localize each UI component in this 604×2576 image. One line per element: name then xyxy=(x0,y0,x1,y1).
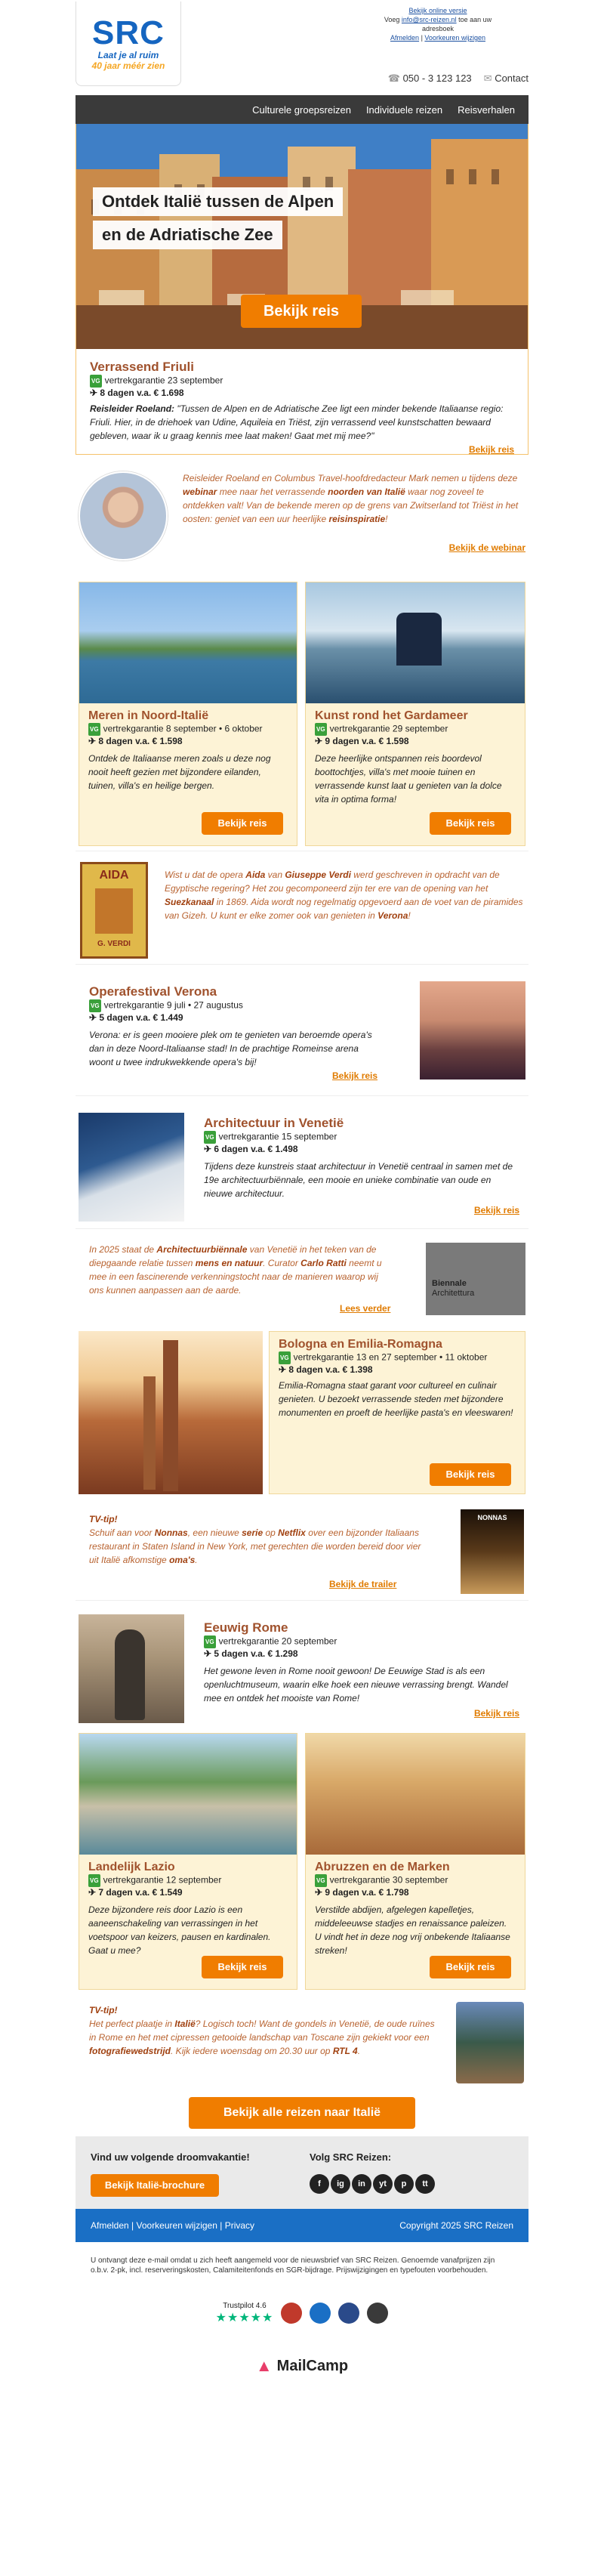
bologna-bekijk-reis-button[interactable]: Bekijk reis xyxy=(430,1463,511,1486)
verona-arena-image[interactable] xyxy=(420,981,525,1080)
unsubscribe-link[interactable]: Afmelden xyxy=(390,34,420,42)
vertrekgarantie-badge: VG xyxy=(90,375,102,388)
add-text-post: toe aan uw adresboek xyxy=(421,16,492,32)
bologna-towers-image[interactable] xyxy=(79,1331,263,1494)
footer-privacy[interactable]: Privacy xyxy=(224,2220,255,2231)
pinterest-icon[interactable]: p xyxy=(394,2174,414,2194)
meren-text: Ontdek de Italiaanse meren zoals u deze nog nooit heeft gezien met bijzondere eilanden, tuinen, villa's en heilige bergen. xyxy=(88,753,271,791)
venetie-title[interactable]: Architectuur in Venetië xyxy=(204,1116,344,1130)
italie-tv-image[interactable] xyxy=(456,2002,524,2083)
rome-title[interactable]: Eeuwig Rome xyxy=(204,1620,288,1635)
biennale-section xyxy=(76,1228,528,1322)
mailcamp-icon: ▲ xyxy=(255,2356,273,2375)
rome-text: Het gewone leven in Rome nooit gewoon! De Eeuwige Stad is als een openluchtmuseum, waarin elke hoek een nieuwe verrassing brengt. Wandel mee en ontdek het mooiste van Rome! xyxy=(204,1666,508,1703)
bologna-card: Bologna en Emilia-Romagna VG vertrekgarantie 13 en 27 september • 11 oktober ✈ 8 dagen v.a. € 1.398 Emilia-Romagna staat garant voor cultureel en culinair genieten. U bezoekt verrassende steden met bijzondere monumenten en proeft de heerlijke pasta's en vleeswaren! Bekijk reis xyxy=(269,1331,525,1494)
star-icon: ★★★★★ xyxy=(215,2311,274,2324)
trustpilot-badge[interactable]: Trustpilot 4.6 ★★★★★ xyxy=(215,2301,274,2324)
bologna-section xyxy=(76,1322,528,1499)
biennale-lees-verder-link[interactable]: Lees verder xyxy=(340,1303,391,1314)
aida-text: Wist u dat de opera Aida van Giuseppe Verdi werd geschreven in opdracht van de Egyptische regering? Het zou gecomponeerd zijn ter ere van de opening van het Suezkanaal in 1869. Aida wordt nog regelmatig opgevoerd aan de voet van de piramides van Gizeh. U kunt er elke zomer ook van genieten in Verona! xyxy=(165,869,523,921)
contact-link[interactable] xyxy=(484,73,528,85)
keurmerk-badge-icon xyxy=(367,2303,388,2324)
lazio-bekijk-reis-button[interactable]: Bekijk reis xyxy=(202,1956,283,1978)
abruzzen-price: 9 dagen v.a. € 1.798 xyxy=(325,1887,409,1898)
chat-icon: ✉ xyxy=(483,73,492,84)
abruzzen-title[interactable]: Abruzzen en de Marken xyxy=(315,1861,450,1873)
meren-price: 8 dagen v.a. € 1.598 xyxy=(98,736,183,746)
venetie-section: Architectuur in Venetië VG vertrekgarantie 15 september ✈ 6 dagen v.a. € 1.498 Tijdens deze kunstreis staat architectuur in Venetië centraal in samen met de 19e architectuurbiënnale, een mooie en unieke combinatie van oude en nieuwe architectuur. Bekijk reis xyxy=(76,1095,528,1228)
garda-text: Deze heerlijke ontspannen reis boordevol boottochtjes, villa's met mooie tuinen en verrassende kunst laat u genieten van la dolce vita in optima forma! xyxy=(315,753,502,805)
footer-promo xyxy=(76,2136,528,2209)
verona-section: Operafestival Verona VG vertrekgarantie 9 juli • 27 augustus ✈ 5 dagen v.a. € 1.449 Verona: er is geen mooiere plek om te genieten van beroemde opera's dan in deze Noord-Italiaanse stad! In de prachtige Romeinse arena woont u twee indrukwekkende opera's bij! Bekijk reis xyxy=(76,964,528,1095)
hero-caption-1: Ontdek Italië tussen de Alpen xyxy=(93,187,343,216)
phone-icon: ☎ xyxy=(387,73,400,84)
add-text-pre: Voeg xyxy=(384,16,400,23)
meren-bekijk-reis-button[interactable]: Bekijk reis xyxy=(202,812,283,835)
webinar-section xyxy=(76,455,528,576)
sgr-badge-icon xyxy=(310,2303,331,2324)
bologna-departure: vertrekgarantie 13 en 27 september • 11 oktober xyxy=(293,1351,488,1363)
hero-bekijk-reis-button[interactable]: Bekijk reis xyxy=(241,295,362,328)
newsletter xyxy=(76,0,528,2389)
venetie-departure: vertrekgarantie 15 september xyxy=(218,1131,337,1142)
friuli-price: 8 dagen v.a. € 1.698 xyxy=(100,388,184,398)
garda-price: 9 dagen v.a. € 1.598 xyxy=(325,736,409,746)
aida-section xyxy=(76,851,528,964)
lazio-departure: vertrekgarantie 12 september xyxy=(103,1874,222,1886)
nav-item-individuele[interactable]: Individuele reizen xyxy=(365,103,443,116)
calamiteitenfonds-badge-icon xyxy=(338,2303,359,2324)
mailcamp-logo[interactable]: ▲ MailCamp xyxy=(255,2356,349,2375)
src-logo[interactable] xyxy=(76,2,181,86)
contact-bar xyxy=(302,73,528,85)
disclaimer: U ontvangt deze e-mail omdat u zich heeft aangemeld voor de nieuwsbrief van SRC Reizen. Genoemde vanafprijzen zijn o.b.v. 2-pk, incl. reserveringskosten, Calamiteitenfonds en SGR-bijdrage. Prijswijzigingen en typefouten voorbehouden. xyxy=(91,2256,495,2275)
phone-number: 050 - 3 123 123 xyxy=(402,73,472,84)
lazio-title[interactable]: Landelijk Lazio xyxy=(88,1861,175,1873)
youtube-icon[interactable]: yt xyxy=(373,2174,393,2194)
venetie-text: Tijdens deze kunstreis staat architectuur in Venetië centraal in samen met de 19e architectuurbiënnale, een mooie en unieke combinatie van oude en nieuwe architectuur. xyxy=(204,1161,513,1199)
social-icons xyxy=(310,2174,436,2194)
logo-main: SRC xyxy=(92,14,165,51)
online-version-link[interactable]: Bekijk online versie xyxy=(408,7,467,14)
footer-copyright: Copyright 2025 SRC Reizen xyxy=(399,2220,513,2231)
abruzzen-departure: vertrekgarantie 30 september xyxy=(329,1874,448,1886)
logo-tagline-2: 40 jaar méér zien xyxy=(91,60,165,71)
linkedin-icon[interactable]: in xyxy=(352,2174,371,2194)
phone-link[interactable] xyxy=(388,73,472,85)
contact-label: Contact xyxy=(495,73,528,84)
biennale-image[interactable]: Biennale Architettura xyxy=(426,1243,525,1315)
footer-prefs[interactable]: Voorkeuren wijzigen xyxy=(136,2220,217,2231)
rome-statue-image[interactable] xyxy=(79,1614,184,1723)
garda-image[interactable] xyxy=(306,582,525,703)
nonnas-section xyxy=(76,1499,528,1600)
hero-image[interactable] xyxy=(76,124,528,349)
meren-image[interactable] xyxy=(79,582,297,703)
facebook-icon[interactable]: f xyxy=(310,2174,329,2194)
verona-text: Verona: er is geen mooiere plek om te genieten van beroemde opera's dan in deze Noord-Italiaanse stad! In de prachtige Romeinse arena woont u twee indrukwekkende opera's bij! xyxy=(89,1030,372,1067)
lazio-image[interactable] xyxy=(79,1734,297,1855)
bologna-title[interactable]: Bologna en Emilia-Romagna xyxy=(279,1338,442,1351)
nonnas-poster[interactable]: NONNAS xyxy=(461,1509,524,1594)
venetie-bekijk-reis-link[interactable]: Bekijk reis xyxy=(473,1205,519,1215)
rome-section: Eeuwig Rome VG vertrekgarantie 20 september ✈ 5 dagen v.a. € 1.298 Het gewone leven in Rome nooit gewoon! De Eeuwige Stad is als een openluchtmuseum, waarin elke hoek een nieuwe verrassing brengt. Wandel mee en ontdek het mooiste van Rome! Bekijk reis xyxy=(76,1600,528,1728)
garda-bekijk-reis-button[interactable]: Bekijk reis xyxy=(430,812,511,835)
rome-bekijk-reis-link[interactable]: Bekijk reis xyxy=(473,1708,519,1719)
nav-item-culturele[interactable]: Culturele groepsreizen xyxy=(252,103,351,116)
venetie-image[interactable] xyxy=(79,1113,184,1222)
instagram-icon[interactable]: ig xyxy=(331,2174,350,2194)
rome-departure: vertrekgarantie 20 september xyxy=(218,1635,337,1647)
all-italy-trips-button[interactable]: Bekijk alle reizen naar Italië xyxy=(189,2097,415,2129)
footer-unsubscribe[interactable]: Afmelden xyxy=(91,2220,129,2231)
lazio-card: Landelijk Lazio VG vertrekgarantie 12 september ✈ 7 dagen v.a. € 1.549 Deze bijzondere reis door Lazio is een aaneenschakeling van verrassingen in het voetspoor van keizers, pausen en kardinalen. Gaat u mee? Bekijk reis xyxy=(79,1733,297,1990)
header-right: Bekijk online versie Voeg info@src-reizen.nl toe aan uw adresboek Afmelden | Voorkeuren wijzigen ☎ 050 - 3 123 123 ✉ Contact xyxy=(302,2,528,95)
friuli-section xyxy=(76,349,528,455)
abruzzen-text: Verstilde abdijen, afgelegen kapelletjes, middeleeuwse stadjes en renaissance paleizen. U vindt het in deze nog vrij onbekende Italiaanse streken! xyxy=(315,1904,510,1956)
meren-title[interactable]: Meren in Noord-Italië xyxy=(88,709,209,722)
preferences-link[interactable]: Voorkeuren wijzigen xyxy=(424,34,485,42)
lazio-text: Deze bijzondere reis door Lazio is een aaneenschakeling van verrassingen in het voetspoor van keizers, pausen en kardinalen. Gaat u mee? xyxy=(88,1904,271,1956)
abruzzen-card: Abruzzen en de Marken VG vertrekgarantie 30 september ✈ 9 dagen v.a. € 1.798 Verstilde abdijen, afgelegen kapelletjes, middeleeuwse stadjes en renaissance paleizen. U vindt het in deze nog vrij onbekende Italiaanse streken! Bekijk reis xyxy=(305,1733,525,1990)
trust-badges xyxy=(76,2283,528,2343)
brochure-title: Vind uw volgende droomvakantie! xyxy=(91,2151,250,2163)
webinar-link[interactable]: Bekijk de webinar xyxy=(448,542,525,553)
verona-title[interactable]: Operafestival Verona xyxy=(89,984,217,999)
rome-price: 5 dagen v.a. € 1.298 xyxy=(214,1648,298,1659)
nav-bar xyxy=(76,95,528,124)
lazio-abruzzen-row xyxy=(76,1728,528,1997)
plane-icon: ✈ xyxy=(90,388,98,398)
venetie-price: 6 dagen v.a. € 1.498 xyxy=(214,1144,298,1154)
italie-tv-text: TV-tip! Het perfect plaatje in Italië? Logisch toch! Want de gondels in Venetië, de oude ruïnes in Rome en het met cipressen getooide landschap van Toscane zijn gekiekt voor een fotografiewedstrijd. Kijk iedere woensdag om 20.30 uur op RTL 4. xyxy=(89,2005,435,2056)
lazio-price: 7 dagen v.a. € 1.549 xyxy=(98,1887,183,1898)
garda-card: Kunst rond het Gardameer VG vertrekgarantie 29 september ✈ 9 dagen v.a. € 1.598 Deze heerlijke ontspannen reis boordevol boottochtjes, villa's met mooie tuinen en verrassende kunst laat u genieten van la dolce vita in optima forma! Bekijk reis xyxy=(305,582,525,846)
aida-poster[interactable]: AIDA G. VERDI xyxy=(80,862,148,959)
verona-price: 5 dagen v.a. € 1.449 xyxy=(99,1012,183,1023)
friuli-text: "Tussen de Alpen en de Adriatische Zee ligt een minder bekende Italiaanse regio: Friuli. Hier, in de driehoek van Udine, Aquileia en Triëst, zijn verrassend veel kunstschatten bewaard gebleven, waar ik u graag kennis mee laat maken! Gaat met mij mee?" xyxy=(90,403,504,441)
logo-tagline-1: Laat je al ruim xyxy=(97,49,159,60)
bologna-price: 8 dagen v.a. € 1.398 xyxy=(288,1364,373,1375)
hero-caption-2: en de Adriatische Zee xyxy=(93,221,282,249)
nonnas-tip: TV-tip! xyxy=(89,1514,118,1524)
abruzzen-bekijk-reis-button[interactable]: Bekijk reis xyxy=(430,1956,511,1978)
anvr-badge-icon xyxy=(281,2303,302,2324)
nav-item-reisverhalen[interactable]: Reisverhalen xyxy=(458,103,515,116)
meren-garda-row xyxy=(76,576,528,851)
footer-bar: Afmelden | Voorkeuren wijzigen | Privacy Copyright 2025 SRC Reizen xyxy=(76,2209,528,2242)
header xyxy=(76,0,528,95)
italie-tv-tip: TV-tip! xyxy=(89,2005,118,2015)
tiktok-icon[interactable]: tt xyxy=(415,2174,435,2194)
webinar-portrait[interactable] xyxy=(79,471,168,561)
friuli-departure: vertrekgarantie 23 september xyxy=(104,375,223,386)
abruzzen-image[interactable] xyxy=(306,1734,525,1855)
meren-departure: vertrekgarantie 8 september • 6 oktober xyxy=(103,723,263,734)
webinar-text: Reisleider Roeland en Columbus Travel-hoofdredacteur Mark nemen u tijdens deze webinar mee naar het verrassende noorden van Italië waar nog zoveel te ontdekken valt! Van de bekende meren op de grens van Zwitserland tot Triëst in het oosten: geniet van een uur heerlijke reisinspiratie! xyxy=(183,473,519,524)
garda-title[interactable]: Kunst rond het Gardameer xyxy=(315,709,468,722)
italie-tv-section xyxy=(76,1997,528,2091)
brochure-button[interactable]: Bekijk Italië-brochure xyxy=(91,2174,219,2197)
add-email-link[interactable]: info@src-reizen.nl xyxy=(401,16,457,23)
garda-departure: vertrekgarantie 29 september xyxy=(329,723,448,734)
follow-label: Volg SRC Reizen: xyxy=(310,2151,392,2163)
friuli-title[interactable]: Verrassend Friuli xyxy=(90,360,194,374)
cta-section xyxy=(76,2091,528,2136)
nonnas-trailer-link[interactable]: Bekijk de trailer xyxy=(329,1579,397,1589)
nonnas-text: TV-tip! Schuif aan voor Nonnas, een nieuwe serie op Netflix over een bijzonder Italiaans restaurant in Staten Island in New York, met gerechten die worden bereid door vier uit Italië afkomstige oma's. xyxy=(89,1514,421,1565)
verona-bekijk-reis-link[interactable]: Bekijk reis xyxy=(332,1070,378,1081)
verona-departure: vertrekgarantie 9 juli • 27 augustus xyxy=(103,999,243,1011)
biennale-text: In 2025 staat de Architectuurbiënnale van Venetië in het teken van de diepgaande relatie tussen mens en natuur. Curator Carlo Ratti neemt u mee in een fascinerende verkenningstocht naar de manieren waarop wij ons kunnen aanpassen aan de aarde. xyxy=(89,1244,382,1296)
bologna-text: Emilia-Romagna staat garant voor cultureel en culinair genieten. U bezoekt verrassende steden met bijzondere monumenten en proeft de heerlijke pasta's en vleeswaren! xyxy=(279,1380,513,1418)
friuli-lead: Reisleider Roeland: xyxy=(90,403,175,414)
meren-card: Meren in Noord-Italië VG vertrekgarantie 8 september • 6 oktober ✈ 8 dagen v.a. € 1.598 Ontdek de Italiaanse meren zoals u deze nog nooit heeft gezien met bijzondere eilanden, tuinen, villa's en heilige bergen. Bekijk reis xyxy=(79,582,297,846)
friuli-bekijk-reis-link[interactable]: Bekijk reis xyxy=(468,444,514,455)
